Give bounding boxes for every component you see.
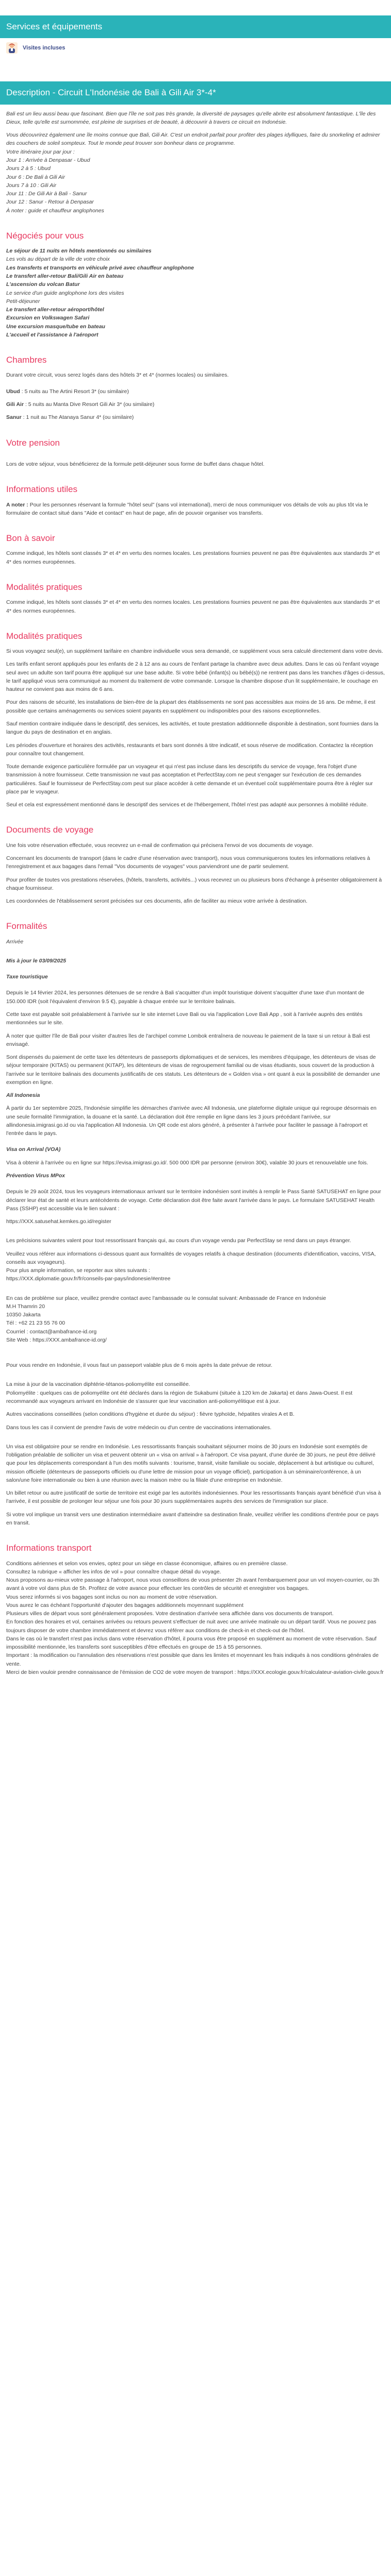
passport-para: Si votre vol implique un transit vers une destination intermédiaire avant d'atteindre sa destination finale, veuillez vérifier les conditions d'entrée pour ce pays en transit.: [6, 1511, 379, 1526]
documents-heading: Documents de voyage: [6, 825, 94, 835]
prevention-para: Les précisions suivantes valent pour tout ressortissant français qui, au cours d'un voyage vendu par PerfectStay se rend dans un pays étranger.: [6, 1238, 351, 1244]
description-content: [0, 105, 391, 1677]
bonasavoir-text: Comme indiqué, les hôtels sont classés 3* et 4* en vertu des normes locales. Les prestations fournies peuvent ne pas être équivalentes aux standards 3* et 4* des normes européennes.: [6, 550, 380, 565]
formalites-heading: Formalités: [6, 921, 47, 931]
ambassade-city: 10350 Jakarta: [6, 1312, 41, 1318]
modalites-para: Pour des raisons de sécurité, les installations de bien-être de la plupart des établissements ne sont pas accessibles aux moins de 16 ans. De même, il est possible que certains aménagements ou services soient payants en supplément ou indisponibles pour des raisons exceptionnelles.: [6, 699, 376, 714]
formalites-date: Mis à jour le 03/09/2025: [6, 957, 67, 964]
chambre-text: : 5 nuits au The Artini Resort 3* (ou similaire): [20, 388, 129, 395]
prevention-link[interactable]: https://XXX.satusehat.kemkes.go.id/register: [6, 1218, 111, 1225]
negocies-item: Les transferts et transports en véhicule privé avec chauffeur anglophone: [6, 264, 194, 271]
taxe-para: Sont dispensés du paiement de cette taxe les détenteurs de passeports diplomatiques et de services, les membres d'équipage, les détenteurs de visas de séjour temporaire (KITAS) ou permanent (KITAP), les détenteurs de visas de regroupement familial ou de visas étudiants, sous couvert de la production à l'arrivée sur le territoire balinais des documents justificatifs de ces statuts. Les détenteurs de « Golden visa » ont quant à eux la possibilité de demander une exemption en ligne.: [6, 1054, 380, 1086]
documents-para: Les coordonnées de l'établissement seront précisées sur ces documents, afin de faciliter au mieux votre arrivée à destination.: [6, 898, 307, 905]
chambre-item: [6, 387, 385, 396]
itinerary-intro: Votre itinéraire jour par jour :: [6, 148, 75, 155]
negocies-list: [6, 247, 385, 339]
transport-link[interactable]: Merci de bien vouloir prendre connaissance de l'émission de CO2 de votre moyen de transport : https://XXX.ecologie.gouv.fr/calculateur-aviation-civile.gouv.fr: [6, 1669, 384, 1675]
negocies-item: Le transfert aller-retour Bali/Gili Air en bateau: [6, 273, 124, 280]
prevention-para: Depuis le 29 août 2024, tous les voyageurs internationaux arrivant sur le territoire indonésien sont invités à remplir le Pass Santé SATUSEHAT en ligne pour déclarer leur état de santé et leurs antécédents de voyage. Cette déclaration doit être faite avant l'arrivée dans le pays. Le formulaire SATUSEHAT Health Pass (SSHP) est accessible via le lien suivant :: [6, 1189, 381, 1212]
itinerary-day: Jours 7 à 10 : Gili Air: [6, 182, 57, 189]
transport-para: Nous proposons au-mieux votre passage à l'aéroport, nous vous conseillons de vous présenter 2h avant l'embarquement pour un vol moyen-courrier, ou 3h avant à votre vol dans plus de 5h. Profitez de votre avance pour effectuer les contrôles de sécurité et enregistrer vos bagages.: [6, 1577, 380, 1592]
negocies-item: Les vols au départ de la ville de votre choix: [6, 256, 110, 263]
pension-text: Lors de votre séjour, vous bénéficierez de la formule petit-déjeuner sous forme de buffet dans chaque hôtel.: [6, 461, 265, 467]
allindo-title: All Indonesia: [6, 1092, 40, 1099]
negocies-item: Le transfert aller-retour aéroport/hôtel: [6, 307, 104, 313]
chambre-text: : 1 nuit au The Atanaya Sanur 4* (ou similaire): [21, 414, 134, 421]
chambre-item: [6, 413, 385, 421]
negocies-item: Excursion en Volkswagen Safari: [6, 315, 90, 321]
modalites-para: Sauf mention contraire indiquée dans le descriptif, des services, les activités, et toute prestation additionnelle disponible à destination, sont fournies dans la langue du pays de destination et en anglais.: [6, 720, 379, 736]
visa-para: Visa à obtenir à l'arrivée ou en ligne sur https://evisa.imigrasi.go.id/. 500 000 IDR par personne (environ 30€), valable 30 jours et renouvelable une fois.: [6, 1159, 368, 1166]
transport-para: Dans le cas où le transfert n'est pas inclus dans votre réservation d'hôtel, il pourra vous être proposé en supplément au moment de votre réservation. Sauf impossibilité mentionnée, les transferts sont susceptibles d'être effectués en groupe de 15 à 55 personnes.: [6, 1635, 377, 1651]
modalites-para: Les tarifs enfant seront appliqués pour les enfants de 2 à 12 ans au cours de l'enfant partage la chambre avec deux adultes. Dans le cas où l'enfant voyage seul avec un adulte son tarif pourra être appliqué sur une base adulte. Si votre bébé (infant(s) ou bébé(s)) ne rentrent pas dans les tranches d'âges ci-dessus, le tarif appliqué vous sera communiqué au moment du traitement de votre commande. Lorsque la chambre dispose d'un lit supplémentaire, le couchage en hauteur ne convient pas aux moins de 6 ans.: [6, 661, 385, 693]
transport-heading: Informations transport: [6, 1543, 92, 1553]
pension-heading: Votre pension: [6, 437, 60, 448]
negocies-item: Une excursion masque/tube en bateau: [6, 323, 105, 330]
transport-para: Consultez la rubrique « afficher les infos de vol » pour connaître chaque détail du voyage.: [6, 1568, 221, 1575]
prevention-para: Pour plus ample information, se reporter aux sites suivants :: [6, 1267, 150, 1274]
intro-paragraph: Bali est un lieu aussi beau que fascinant. Bien que l'île ne soit pas très grande, la diversité de paysages qu'elle abrite est absolument fantastique. L'île des Dieux, telle qu'elle est surnommée, est pleine de surprises et de beauté, à découvrir à travers ce circuit en Indonésie.: [6, 110, 376, 125]
guide-person-icon: [6, 42, 18, 54]
itinerary-day: Jours 2 à 5 : Ubud: [6, 165, 51, 172]
prevention-para: Veuillez vous référer aux informations ci-dessous quant aux formalités de voyages relatifs à chaque destination (documents d'identification, vaccins, VISA, conseils aux voyageurs).: [6, 1250, 376, 1265]
passport-para: Poliomyélite : quelques cas de poliomyélite ont été déclarés dans la région de Sukabumi (située à 120 km de Jakarta) et dans Jawa-Ouest. Il est recommandé aux voyageurs arrivant en Indonésie de s'assurer que leur vaccination anti-poliomyélitique est à jour.: [6, 1389, 353, 1405]
modalites-para: Seul et cela est expressément mentionné dans le descriptif des services et de l'hébergement, l'hôtel n'est pas adapté aux personnes à mobilité réduite.: [6, 802, 368, 808]
informations-lead: A noter :: [6, 501, 28, 508]
ambassade-web[interactable]: Site Web : https://XXX.ambafrance-id.org/: [6, 1336, 107, 1343]
documents-para: Concernant les documents de transport (dans le cadre d'une réservation avec transport), nous vous communiquerons toutes les informations relatives à l'enregistrement et aux bagages dans l'email "Vos documents de voyages" vous parviendront une de partir seulement.: [6, 855, 370, 870]
transport-para: En fonction des horaires et vol, certaines arrivées ou retours peuvent s'effectuer de nuit avec une arrivée matinale ou un départ tardif. Vous ne pouvez pas toujours disposer de votre chambre immédiatement et devrez vous référer aux conditions de check-in et check-out de l'hôtel.: [6, 1619, 377, 1634]
chambre-place: Ubud: [6, 388, 20, 395]
passport-para: Pour vous rendre en Indonésie, il vous faut un passeport valable plus de 6 mois après la date prévue de retour.: [6, 1362, 272, 1369]
formalites-arrivee: Arrivée: [6, 938, 24, 945]
modalites-para: Toute demande exigence particulière formulée par un voyageur et qui n'est pas incluse dans les descriptifs du service de voyage, fera l'objet d'une transmission à notre fournisseur. Cette transmission ne vaut pas acceptation et PerfectStay.com ne peut s'engager sur l'exécution de ces demandes particulières. Sauf le fournisseur de PerfectStay.com peut sur place accéder à cette demande et un éventuel coût supplémentaire pourra être à régler sur place par le voyageur.: [6, 764, 373, 795]
passport-para: Un visa est obligatoire pour se rendre en Indonésie. Les ressortissants français souhaitant séjourner moins de 30 jours en Indonésie sont exemptés de l'obligation préalable de solliciter un visa et peuvent obtenir un « visa on arrival » à l'aéroport. Ce visa payant, d'une durée de 30 jours, ne peut être délivré que pour les déplacements correspondant à l'un des motifs suivants : tourisme, transit, visite familiale ou sociale, déplacement à but artistique ou culturel, mission officielle (détenteurs de passeports officiels ou d'une lettre de mission pour un voyage officiel), participation à un séminaire/conférence, à un salon/une foire internationale ou bien à une réunion avec la maison mère ou la filiale d'une entreprise en Indonésie.: [6, 1443, 376, 1483]
passport-para: Autres vaccinations conseillées (selon conditions d'hygiène et durée du séjour) : fièvre typhoïde, hépatites virales A et B.: [6, 1411, 295, 1418]
negocies-item: L'ascension du volcan Batur: [6, 281, 80, 288]
description-title-bar: Description - Circuit L'Indonésie de Bali à Gili Air 3*-4*: [0, 81, 391, 104]
passport-para: La mise à jour de la vaccination diphtérie-tétanos-poliomyélite est conseillée.: [6, 1381, 190, 1388]
chambre-text: : 5 nuits au Manta Dive Resort Gili Air 3* (ou similaire): [24, 401, 155, 408]
chambres-heading: Chambres: [6, 355, 47, 365]
informations-heading: Informations utiles: [6, 484, 77, 495]
ambassade-email[interactable]: Courriel : contact@ambafrance-id.org: [6, 1328, 97, 1335]
modalites-para: Les périodes d'ouverture et horaires des activités, restaurants et bars sont donnés à titre indicatif, et sous réserve de modification. Contactez la réception pour connaître tout changement.: [6, 742, 373, 757]
negocies-item: Petit-déjeuner: [6, 298, 40, 304]
passport-para: Dans tous les cas il convient de prendre l'avis de votre médecin ou d'un centre de vaccinations internationales.: [6, 1424, 272, 1431]
chambre-place: Gili Air: [6, 401, 24, 408]
ambassade-phone: Tél : +62 21 23 55 76 00: [6, 1320, 66, 1327]
itinerary-day: Jour 6 : De Bali à Gili Air: [6, 174, 65, 180]
itinerary-day: Jour 12 : Sanur - Retour à Denpasar: [6, 199, 94, 206]
bonasavoir-heading: Bon à savoir: [6, 533, 55, 544]
documents-para: Une fois votre réservation effectuée, vous recevrez un e-mail de confirmation qui précisera l'envoi de vos documents de voyage.: [6, 842, 314, 849]
negocies-item: Le séjour de 11 nuits en hôtels mentionnés ou similaires: [6, 248, 152, 255]
transport-para: Important : la modification ou l'annulation des réservations n'est possible que dans les limites et moyennant les frais indiqués à nos conditions générales de vente.: [6, 1652, 379, 1667]
informations-body: Pour les personnes réservant la formule "hôtel seul" (sans vol international), merci de nous communiquer vos détails de vols au plus tôt via le formulaire de contact situé dans "Aide et contact" en haut de page, afin de pouvoir organiser vos transferts.: [6, 501, 368, 516]
itinerary-day: Jour 1 : Arrivée à Denpasar - Ubud: [6, 157, 90, 164]
modalites-text: Comme indiqué, les hôtels sont classés 3* et 4* en vertu des normes locales. Les prestations fournies peuvent ne pas être équivalentes aux standards 3* et 4* des normes européennes.: [6, 599, 380, 614]
itinerary-list: [6, 156, 385, 215]
documents-para: Pour profiter de toutes vos prestations réservées, (hôtels, transferts, activités...) vous recevrez un ou plusieurs bons d'échange à présenter obligatoirement à chaque fournisseur.: [6, 876, 382, 891]
chambre-item: [6, 400, 385, 409]
taxe-para: Cette taxe est payable soit préalablement à l'arrivée sur le site internet Love Bali ou via l'application Love Bali App , soit à l'arrivée auprès des entités mentionnées sur le site.: [6, 1011, 363, 1026]
chambres-intro: Durant votre circuit, vous serez logés dans des hôtels 3* et 4* (normes locales) ou similaires.: [6, 372, 229, 379]
diplomatie-link[interactable]: https://XXX.diplomatie.gouv.fr/fr/conseils-par-pays/indonesie/#entree: [6, 1276, 171, 1282]
modalites-heading: Modalités pratiques: [6, 582, 83, 592]
passport-para: Un billet retour ou autre justificatif de sortie de territoire est exigé par les autorités indonésiennes. Pour les ressortissants français ayant bénéficié d'un visa à l'arrivée, il est possible de prolonger leur séjour une fois pour 30 jours supplémentaires auprès des services de l'immigration sur place.: [6, 1490, 381, 1505]
transport-para: Plusieurs villes de départ vous sont généralement proposées. Votre destination d'arrivée sera affichée dans vos documents de transport.: [6, 1611, 334, 1617]
visa-title: Visa on Arrival (VOA): [6, 1146, 61, 1153]
taxe-para: À noter que quitter l'île de Bali pour visiter d'autres îles de l'archipel comme Lombok entraînera de nouveau le paiement de la taxe si un retour à Bali est envisagé.: [6, 1032, 370, 1047]
negocies-item: Le service d'un guide anglophone lors des visites: [6, 290, 124, 296]
negocies-item: L'accueil et l'assistance à l'aéroport: [6, 331, 99, 338]
included-visits: [0, 38, 391, 58]
ambassade-text: En cas de problème sur place, veuillez prendre contact avec l'ambassade ou le consulat suivant: Ambassade de France en Indonésie: [6, 1295, 327, 1301]
transport-para: Conditions aériennes et selon vos envies, optez pour un siège en classe économique, affaires ou en première classe.: [6, 1560, 288, 1567]
prevention-title: Prévention Virus MPox: [6, 1172, 65, 1179]
informations-text: [6, 501, 385, 518]
negocies-heading: Négociés pour vous: [6, 230, 84, 241]
intro-paragraph: Vous découvrirez également une île moins connue que Bali, Gili Air. C'est un endroit parfait pour profiter des plages idylliques, faire du snorkeling et admirer des couchers de soleil sompteux. Tout le monde peut trouver son bonheur dans ce programme.: [6, 132, 380, 147]
modalites-heading-2: Modalités pratiques: [6, 631, 83, 641]
included-visits-label: Visites incluses: [23, 44, 66, 51]
itinerary-day: Jour 11 : De Gili Air à Bali - Sanur: [6, 191, 87, 197]
itinerary-note: À noter : guide et chauffeur anglophones: [6, 207, 104, 214]
taxe-para: Depuis le 14 février 2024, les personnes détenues de se rendre à Bali s'acquitter d'un impôt touristique doivent s'acquitter d'une taxe d'un montant de 150.000 IDR (soit l'équivalent d'environ 9.5 €), payable à chaque entrée sur le territoire balinais.: [6, 990, 365, 1005]
taxe-title: Taxe touristique: [6, 974, 48, 980]
services-title-bar: Services et équipements: [0, 15, 391, 38]
transport-para: Vous aurez le cas échéant l'opportunité d'ajouter des bagages additionnels moyennant supplément: [6, 1602, 243, 1608]
modalites-para: Si vous voyagez seul(e), un supplément tarifaire en chambre individuelle vous sera demandé, ce supplément vous sera calculé directement dans votre devis.: [6, 648, 383, 655]
transport-para: Vous serez informés si vos bagages sont inclus ou non au moment de votre réservation.: [6, 1594, 218, 1600]
chambre-place: Sanur: [6, 414, 22, 421]
allindo-para: À partir du 1er septembre 2025, l'Indonésie simplifie les démarches d'arrivée avec All Indonesia, une plateforme digitale unique qui regroupe désormais en une seule formalité l'immigration, la douane et la santé. La déclaration doit être remplie en ligne dans les 3 jours précédant l'arrivée, sur allindonesia.imigrasi.go.id ou via l'application All Indonesia. Un QR code est alors généré, à présenter à l'arrivée pour faciliter le passage à l'aéroport et l'entrée dans le pays.: [6, 1105, 377, 1137]
ambassade-address: M.H Thamrin 20: [6, 1303, 45, 1310]
